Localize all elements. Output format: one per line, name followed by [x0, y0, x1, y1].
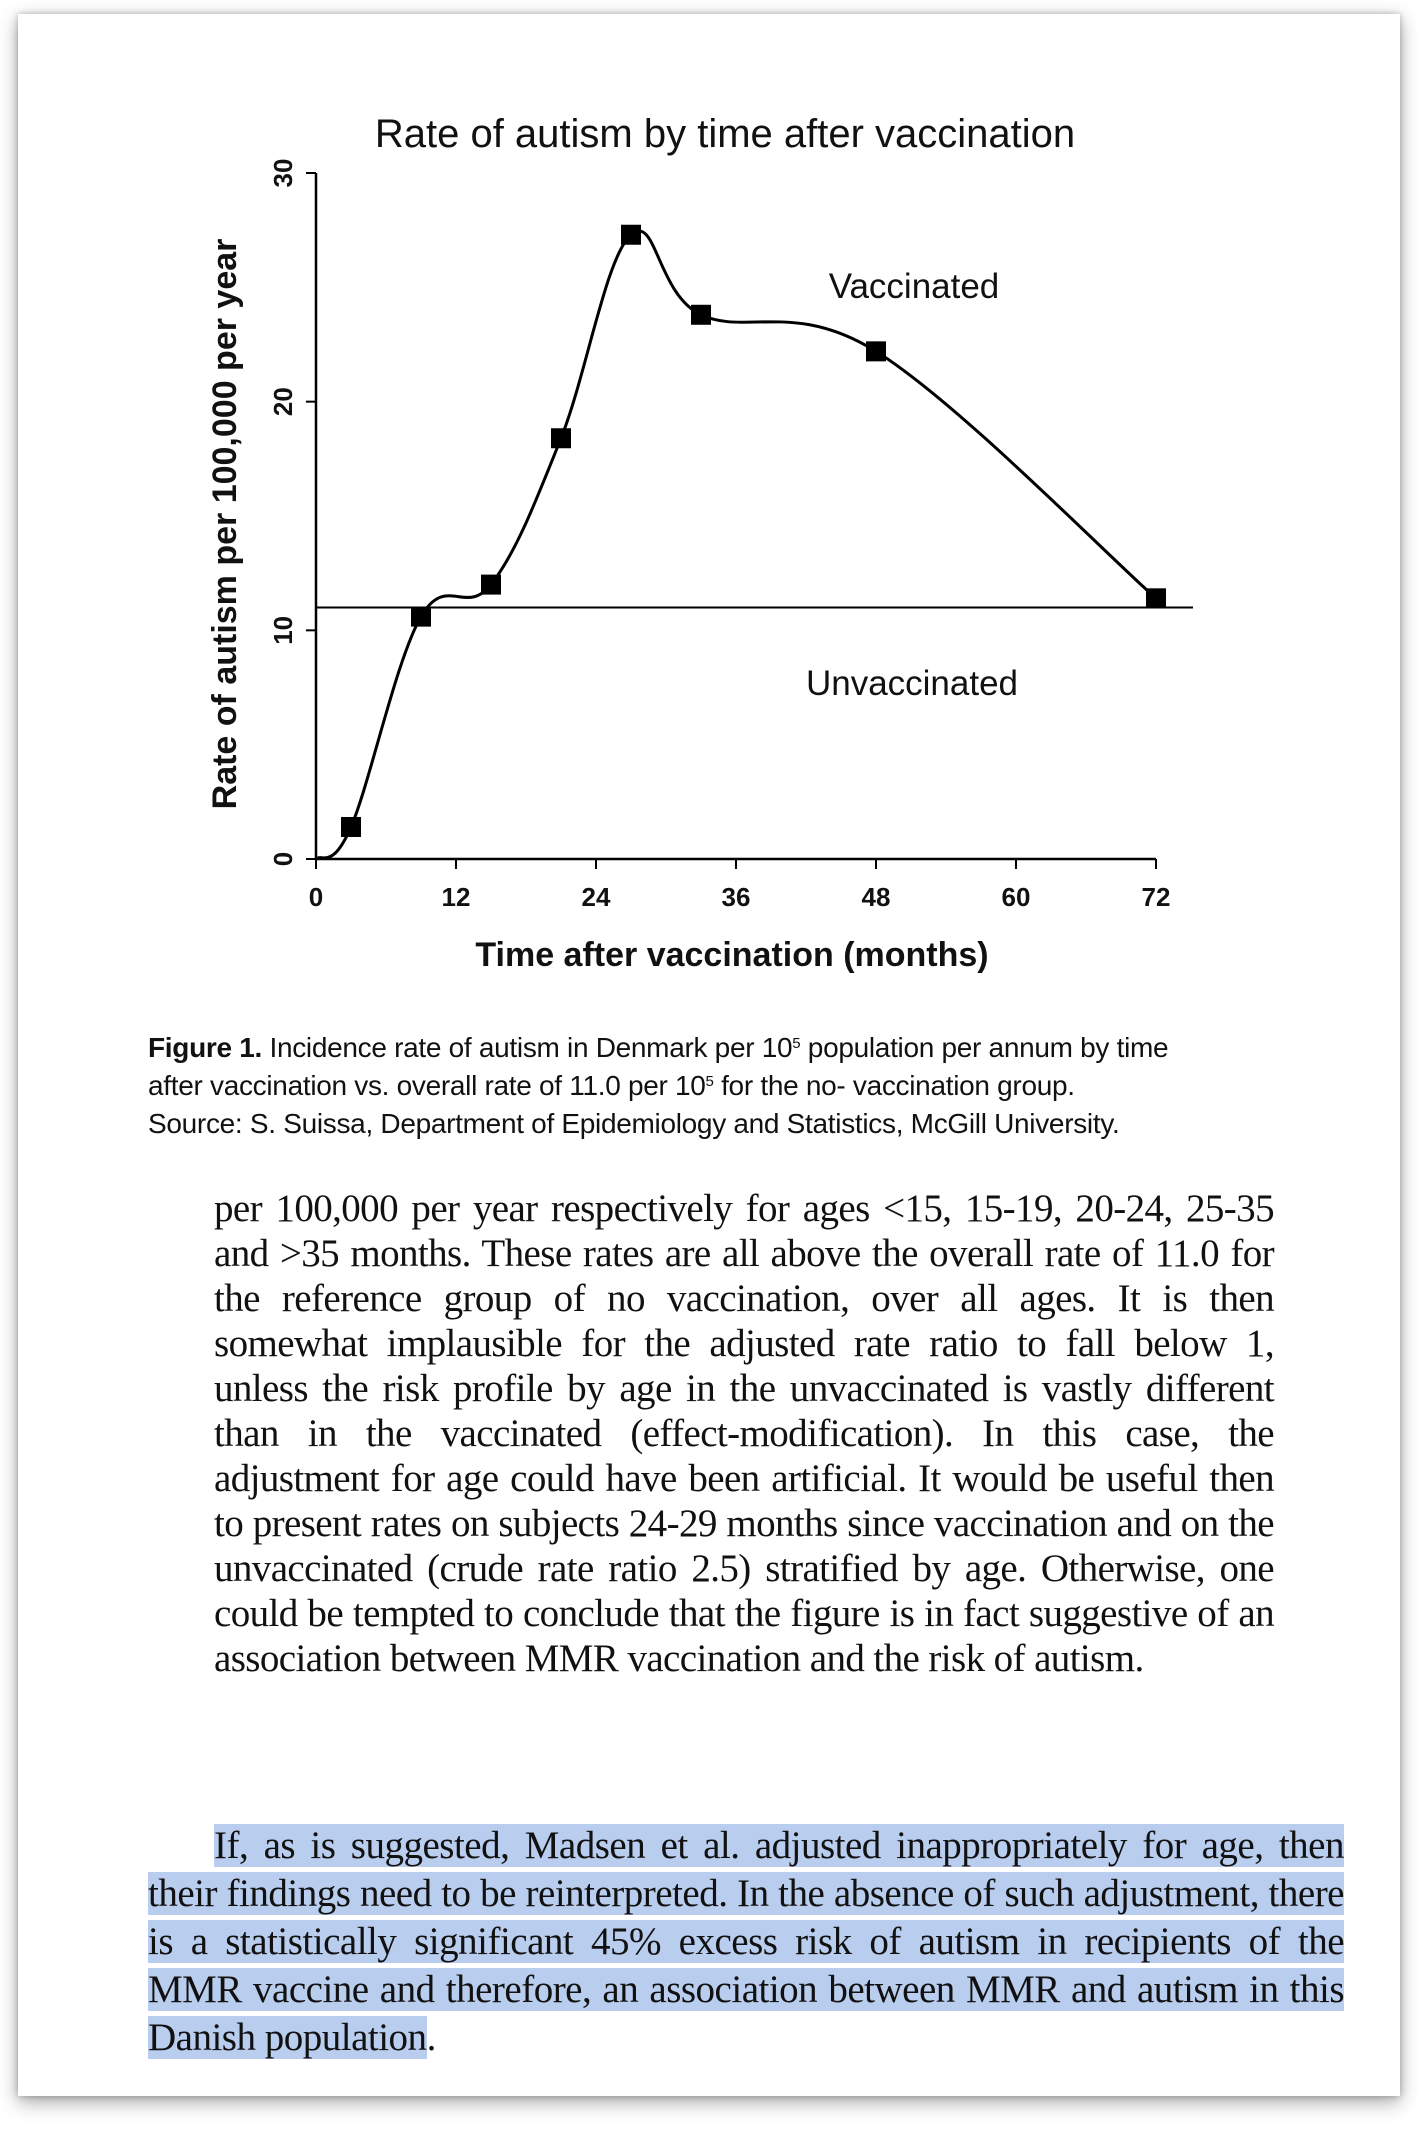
data-point-marker [551, 428, 571, 448]
data-point-marker [866, 341, 886, 361]
data-point-marker [481, 575, 501, 595]
y-tick-label: 20 [268, 387, 298, 417]
data-point-marker [341, 817, 361, 837]
y-tick-label: 30 [268, 158, 298, 188]
y-axis-label: Rate of autism per 100,000 per year [206, 238, 244, 810]
caption-text-1a: Incidence rate of autism in Denmark per 10 [269, 1032, 793, 1063]
chart-axes [316, 173, 1156, 859]
highlighted-selection[interactable]: If, as is suggested, Madsen et al. adjusted inappropriately for age, then their findings need to be reinterpreted. In the absence of such adjustment, there is a statistically significant 45% excess risk of autism in recipients of the MMR vaccine and therefore, an association between MMR and autism in this Danish population [148, 1824, 1344, 2059]
paragraph-2-trailing: . [426, 2016, 436, 2059]
x-tick-label: 0 [308, 882, 324, 912]
vaccinated-series-line [316, 231, 1156, 859]
caption-line-1 [148, 1029, 1378, 1067]
caption-sup-2: 5 [705, 1073, 714, 1090]
paper-page [18, 14, 1400, 2096]
caption-line-2 [148, 1067, 1378, 1105]
caption-sup-1: 5 [792, 1035, 801, 1052]
x-tick-label: 36 [721, 882, 751, 912]
data-point-marker [691, 305, 711, 325]
x-tick-label: 60 [1001, 882, 1031, 912]
body-paragraph-1[interactable]: per 100,000 per year respectively for ages <15, 15-19, 20-24, 25-35 and >35 months. These rates are all above the overall rate of 11.0 for the reference group of no vaccination, over all ages. It is then somewhat implausible for the adjusted rate ratio to fall below 1, unless the risk profile by age in the unvaccinated is vastly different than in the vaccinated (effect-modification). In this case, the adjustment for age could have been artificial. It would be useful then to present rates on subjects 24-29 months since vaccination and on the unvaccinated (crude rate ratio 2.5) stratified by age. Otherwise, one could be tempted to conclude that the figure is in fact suggestive of an association between MMR vaccination and the risk of autism. [214, 1187, 1274, 1680]
caption-source-line: Source: S. Suissa, Department of Epidemiology and Statistics, McGill University. [148, 1108, 1120, 1139]
autism-rate-chart [18, 14, 1400, 1014]
y-axis-ticks [268, 159, 316, 867]
data-point-marker [411, 607, 431, 627]
body-paragraph-2[interactable] [148, 1822, 1344, 2062]
data-point-marker [621, 225, 641, 245]
x-tick-label: 48 [861, 882, 891, 912]
caption-text-2a: after vaccination vs. overall rate of 11.0 per 10 [148, 1070, 706, 1101]
x-axis-label: Time after vaccination (months) [475, 936, 989, 974]
series-label-unvaccinated: Unvaccinated [805, 664, 1019, 703]
y-tick-label: 10 [268, 615, 298, 645]
x-tick-label: 12 [441, 882, 471, 912]
vaccinated-markers [341, 225, 1166, 837]
x-tick-label: 24 [581, 882, 611, 912]
chart-title: Rate of autism by time after vaccination [374, 112, 1076, 156]
figure-caption [148, 1029, 1378, 1143]
caption-text-2b: for the no- vaccination group. [721, 1070, 1075, 1101]
figure-label: Figure 1. [148, 1032, 262, 1063]
x-tick-label: 72 [1141, 882, 1171, 912]
x-axis-ticks [309, 859, 1171, 912]
y-tick-label: 0 [268, 851, 298, 867]
series-label-vaccinated: Vaccinated [828, 267, 1000, 306]
data-point-marker [1146, 588, 1166, 608]
caption-text-1b: population per annum by time [807, 1032, 1169, 1063]
